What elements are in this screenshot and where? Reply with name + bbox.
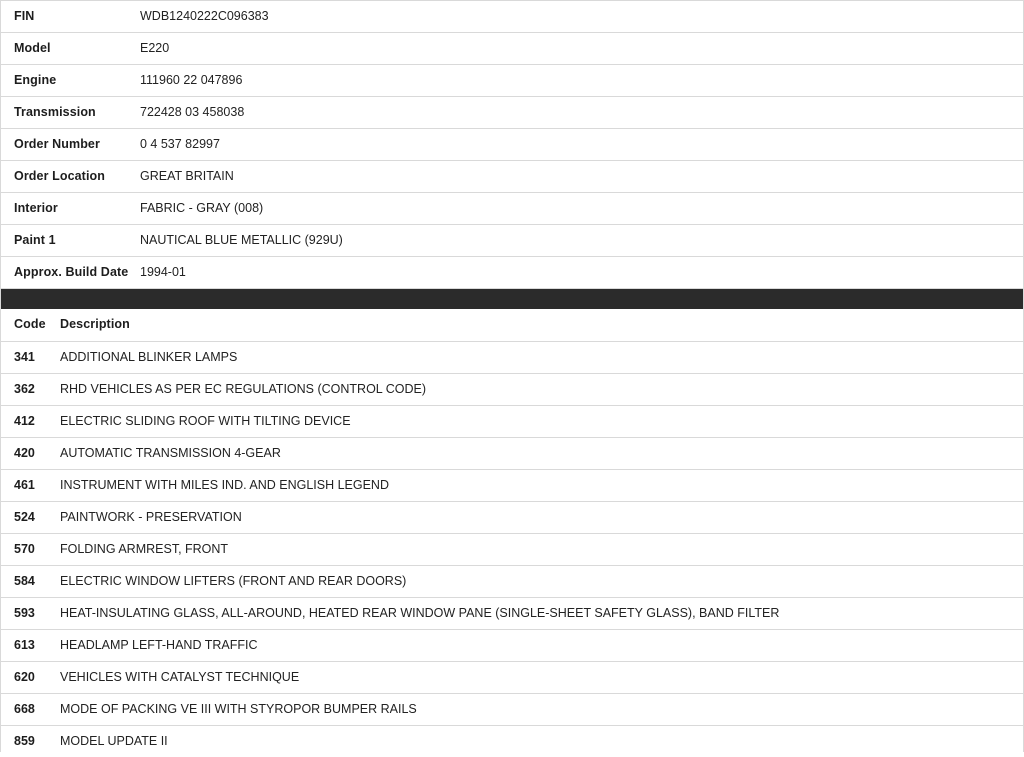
spec-value: 0 4 537 82997 xyxy=(140,129,1024,161)
spec-value: E220 xyxy=(140,33,1024,65)
page-left-rule xyxy=(0,0,1,757)
spec-value: 111960 22 047896 xyxy=(140,65,1024,97)
spec-row xyxy=(0,193,1024,225)
spec-label: FIN xyxy=(0,1,140,33)
table-row xyxy=(0,661,1024,693)
code-cell: 524 xyxy=(0,501,60,533)
code-cell: 613 xyxy=(0,629,60,661)
spec-row xyxy=(0,65,1024,97)
spec-value: WDB1240222C096383 xyxy=(140,1,1024,33)
description-cell: PAINTWORK - PRESERVATION xyxy=(60,501,1024,533)
vehicle-spec-table xyxy=(0,0,1024,289)
spec-label: Order Location xyxy=(0,161,140,193)
spec-label: Interior xyxy=(0,193,140,225)
code-cell: 461 xyxy=(0,469,60,501)
description-cell: ADDITIONAL BLINKER LAMPS xyxy=(60,341,1024,373)
code-cell: 362 xyxy=(0,373,60,405)
code-cell: 620 xyxy=(0,661,60,693)
spec-value: FABRIC - GRAY (008) xyxy=(140,193,1024,225)
spec-row xyxy=(0,33,1024,65)
code-cell: 593 xyxy=(0,597,60,629)
spec-label: Order Number xyxy=(0,129,140,161)
table-row xyxy=(0,565,1024,597)
page-bottom-edge xyxy=(0,752,1024,757)
table-row xyxy=(0,469,1024,501)
code-cell: 420 xyxy=(0,437,60,469)
description-cell: INSTRUMENT WITH MILES IND. AND ENGLISH LEGEND xyxy=(60,469,1024,501)
spec-label: Engine xyxy=(0,65,140,97)
section-divider-band xyxy=(0,289,1024,309)
description-cell: VEHICLES WITH CATALYST TECHNIQUE xyxy=(60,661,1024,693)
description-cell: ELECTRIC SLIDING ROOF WITH TILTING DEVICE xyxy=(60,405,1024,437)
code-cell: 341 xyxy=(0,341,60,373)
spec-label: Paint 1 xyxy=(0,225,140,257)
description-cell: AUTOMATIC TRANSMISSION 4-GEAR xyxy=(60,437,1024,469)
table-row xyxy=(0,693,1024,725)
table-row xyxy=(0,501,1024,533)
description-cell: FOLDING ARMREST, FRONT xyxy=(60,533,1024,565)
description-cell: MODEL UPDATE II xyxy=(60,725,1024,757)
spec-row xyxy=(0,1,1024,33)
description-cell: ELECTRIC WINDOW LIFTERS (FRONT AND REAR DOORS) xyxy=(60,565,1024,597)
spec-label: Transmission xyxy=(0,97,140,129)
spec-label: Model xyxy=(0,33,140,65)
code-cell: 584 xyxy=(0,565,60,597)
table-row xyxy=(0,373,1024,405)
code-cell: 668 xyxy=(0,693,60,725)
equipment-codes-table xyxy=(0,309,1024,757)
column-header-code: Code xyxy=(0,309,60,341)
description-cell: MODE OF PACKING VE III WITH STYROPOR BUMPER RAILS xyxy=(60,693,1024,725)
table-row xyxy=(0,533,1024,565)
table-row xyxy=(0,629,1024,661)
code-cell: 570 xyxy=(0,533,60,565)
codes-header-row xyxy=(0,309,1024,341)
spec-row xyxy=(0,97,1024,129)
code-cell: 412 xyxy=(0,405,60,437)
spec-row xyxy=(0,257,1024,289)
table-row xyxy=(0,597,1024,629)
spec-row xyxy=(0,161,1024,193)
description-cell: HEADLAMP LEFT-HAND TRAFFIC xyxy=(60,629,1024,661)
spec-row xyxy=(0,129,1024,161)
table-row xyxy=(0,437,1024,469)
description-cell: RHD VEHICLES AS PER EC REGULATIONS (CONTROL CODE) xyxy=(60,373,1024,405)
spec-value: GREAT BRITAIN xyxy=(140,161,1024,193)
spec-value: NAUTICAL BLUE METALLIC (929U) xyxy=(140,225,1024,257)
spec-value: 1994-01 xyxy=(140,257,1024,289)
spec-row xyxy=(0,225,1024,257)
code-cell: 859 xyxy=(0,725,60,757)
column-header-description: Description xyxy=(60,309,1024,341)
description-cell: HEAT-INSULATING GLASS, ALL-AROUND, HEATED REAR WINDOW PANE (SINGLE-SHEET SAFETY GLASS), BAND FILTER xyxy=(60,597,1024,629)
spec-label: Approx. Build Date xyxy=(0,257,140,289)
table-row xyxy=(0,341,1024,373)
table-row xyxy=(0,405,1024,437)
spec-value: 722428 03 458038 xyxy=(140,97,1024,129)
